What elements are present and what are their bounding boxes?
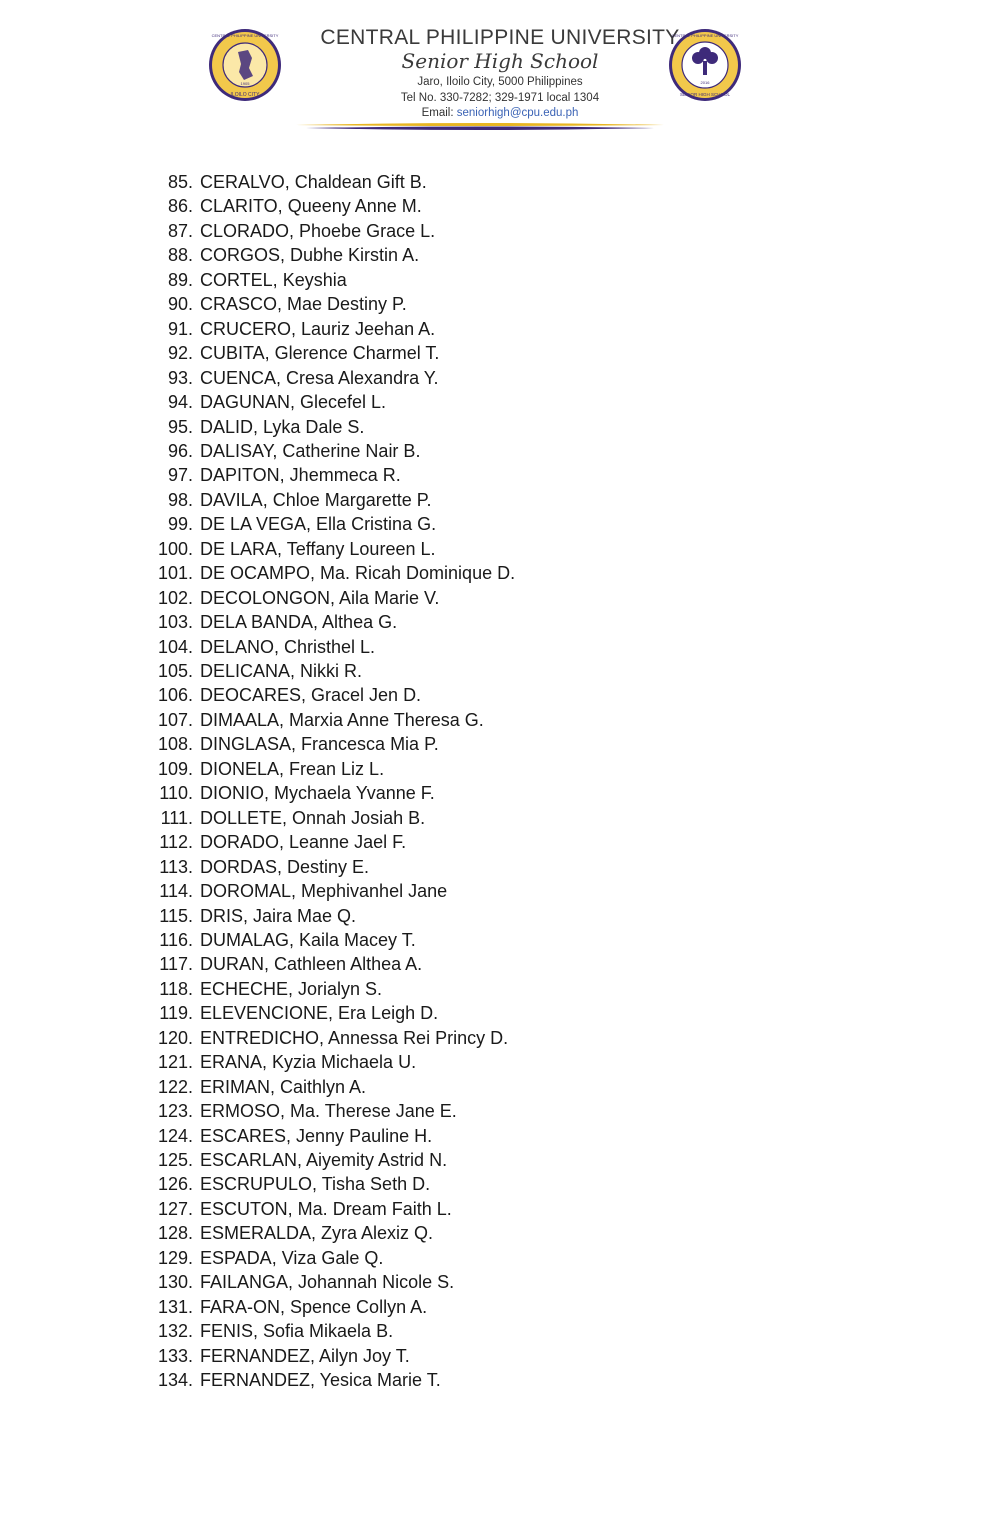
list-item-number: 91. [167,318,193,339]
list-item-number: 89. [167,269,193,290]
list-item-name: DEOCARES, Gracel Jen D. [200,685,422,706]
list-item-number: 102. [157,587,193,608]
list-item-number: 119. [159,1003,193,1024]
email-link[interactable]: seniorhigh@cpu.edu.ph [456,107,579,119]
list-item-number: 115. [159,905,193,926]
list-item-name: ECHECHE, Jorialyn S. [200,978,383,999]
list-item-number: 98. [167,489,193,510]
list-item-number: 116. [159,929,193,950]
list-item-name: DAPITON, Jhemmeca R. [200,465,401,486]
list-item-number: 106. [157,685,193,706]
letterhead [0,0,1000,140]
list-item-name: DAVILA, Chloe Margarette P. [200,489,432,510]
list-item-number: 131. [157,1296,193,1317]
list-item-number: 97. [167,465,193,486]
list-item-number: 118. [159,978,193,999]
list-item-number: 101. [157,563,193,584]
list-item-name: DALID, Lyka Dale S. [200,416,365,437]
list-item-number: 94. [167,392,193,413]
list-item-number: 128. [157,1223,193,1244]
list-item-number: 126. [157,1174,193,1195]
list-item-name: CUBITA, Glerence Charmel T. [200,343,440,364]
list-item-number: 124. [157,1125,193,1146]
list-item-number: 130. [157,1272,193,1293]
list-item-number: 111. [160,807,193,828]
seal-year-text: 2016 [700,80,710,85]
list-item-number: 95. [167,416,193,437]
list-item-name: DECOLONGON, Aila Marie V. [200,587,440,608]
list-item-number: 103. [157,612,193,633]
header-underline-decoration [296,122,664,134]
list-item-number: 110. [159,783,193,804]
list-item-number: 122. [157,1076,193,1097]
telephone: Tel No. 330-7282; 329-1971 local 1304 [400,91,600,104]
list-item-name: DORDAS, Destiny E. [200,856,370,877]
list-item-number: 123. [157,1101,193,1122]
list-item-name: CORGOS, Dubhe Kirstin A. [200,245,420,266]
list-item-name: DRIS, Jaira Mae Q. [200,905,357,926]
list-item-name: ERIMAN, Caithlyn A. [200,1076,367,1097]
list-item-number: 88. [167,245,193,266]
seal-top-text: CENTRAL PHILIPPINE UNIVERSITY [211,33,279,38]
seal-bottom-text: SENIOR HIGH SCHOOL [679,92,731,97]
list-item-name: ERMOSO, Ma. Therese Jane E. [200,1101,457,1122]
list-item-name: ENTREDICHO, Annessa Rei Princy D. [200,1027,509,1048]
list-item-name: ESCUTON, Ma. Dream Faith L. [200,1198,452,1219]
list-item-name: ESMERALDA, Zyra Alexiz Q. [200,1223,434,1244]
list-item-number: 132. [157,1321,193,1342]
university-seal-logo [208,28,282,102]
list-item-number: 107. [157,709,193,730]
list-item-name: FERNANDEZ, Ailyn Joy T. [200,1345,410,1366]
list-item-name: DUMALAG, Kaila Macey T. [200,929,416,950]
list-item-name: FARA-ON, Spence Collyn A. [200,1296,428,1317]
list-item-number: 105. [157,661,193,681]
seal-top-text: CENTRAL PHILIPPINE UNIVERSITY [671,33,739,38]
list-item-name: DOROMAL, Mephivanhel Jane [200,881,448,902]
list-item-name: DAGUNAN, Glecefel L. [200,392,387,413]
list-item-name: ESCRUPULO, Tisha Seth D. [200,1174,431,1195]
list-item-name: CORTEL, Keyshia [200,269,347,290]
list-item-number: 108. [157,734,193,755]
address: Jaro, Iloilo City, 5000 Philippines [417,76,583,88]
list-item-number: 117. [159,954,193,975]
list-item-number: 113. [159,856,193,877]
list-item-number: 114. [159,881,193,902]
list-item-number: 109. [157,758,193,779]
list-item-name: FAILANGA, Johannah Nicole S. [200,1272,455,1293]
list-item-name: CRUCERO, Lauriz Jeehan A. [200,318,436,339]
list-item-name: FERNANDEZ, Yesica Marie T. [200,1370,441,1391]
list-item-number: 129. [157,1247,193,1268]
list-item-number: 127. [157,1198,193,1219]
list-item-name: DIMAALA, Marxia Anne Theresa G. [200,709,484,730]
list-item-name: DOLLETE, Onnah Josiah B. [200,807,426,828]
senior-high-seal-logo [668,28,742,102]
list-item-number: 104. [157,636,193,657]
list-item-number: 87. [167,220,193,241]
list-item-number: 85. [167,172,193,192]
list-item-name: ESCARLAN, Aiyemity Astrid N. [200,1150,448,1170]
list-item-name: ELEVENCIONE, Era Leigh D. [200,1003,439,1024]
school-name: Senior High School [401,49,599,73]
list-item-name: ESCARES, Jenny Pauline H. [200,1125,433,1146]
list-item-name: ESPADA, Viza Gale Q. [200,1247,384,1268]
email-label: Email: [421,107,454,119]
list-item-name: DELANO, Christhel L. [200,636,376,657]
list-item-name: ERANA, Kyzia Michaela U. [200,1052,417,1073]
list-item-name: DE LA VEGA, Ella Cristina G. [200,514,437,535]
list-item-number: 120. [157,1027,193,1048]
list-item-name: CLARITO, Queeny Anne M. [200,196,422,217]
list-item-name: DURAN, Cathleen Althea A. [200,954,423,975]
list-item-name: DALISAY, Catherine Nair B. [200,440,421,461]
list-item-name: DE LARA, Teffany Loureen L. [200,538,436,559]
list-item-name: DELICANA, Nikki R. [200,661,363,681]
list-item-number: 100. [157,538,193,559]
university-name: CENTRAL PHILIPPINE UNIVERSITY [320,26,680,49]
list-item-name: DE OCAMPO, Ma. Ricah Dominique D. [200,563,516,584]
list-item-name: CERALVO, Chaldean Gift B. [200,172,427,192]
list-item-number: 125. [157,1150,193,1170]
email-line [290,107,710,120]
letterhead-text [290,26,710,120]
list-item-number: 90. [167,294,193,315]
list-item-name: CLORADO, Phoebe Grace L. [200,220,436,241]
list-item-number: 96. [167,440,193,461]
list-item-name: DINGLASA, Francesca Mia P. [200,734,439,755]
list-item-number: 112. [159,832,193,853]
list-item-number: 93. [167,367,193,388]
list-item-number: 99. [167,514,193,535]
list-item-number: 133. [157,1345,193,1366]
list-item-number: 86. [167,196,193,217]
list-item-number: 134. [157,1370,193,1391]
seal-bottom-text: ILOILO CITY [230,92,260,98]
list-item-name: DORADO, Leanne Jael F. [200,832,407,853]
list-item-number: 121. [157,1052,193,1073]
seal-year-text: 1905 [240,81,250,86]
list-item-number: 92. [167,343,193,364]
list-item-name: DELA BANDA, Althea G. [200,612,398,633]
list-item-name: FENIS, Sofia Mikaela B. [200,1321,394,1342]
list-item-name: CUENCA, Cresa Alexandra Y. [200,367,439,388]
list-item-name: DIONELA, Frean Liz L. [200,758,385,779]
list-item-name: CRASCO, Mae Destiny P. [200,294,407,315]
list-item-name: DIONIO, Mychaela Yvanne F. [200,783,435,804]
